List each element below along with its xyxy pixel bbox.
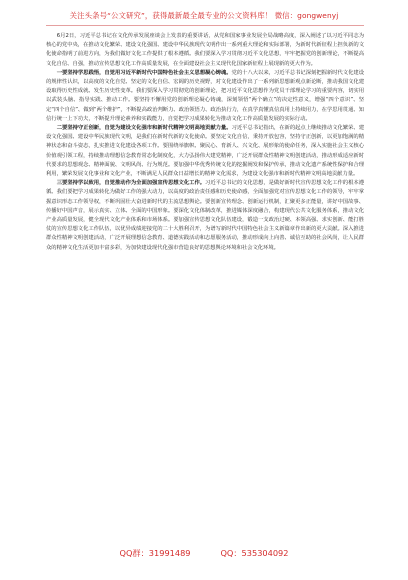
section-1-text: 党的十八大以来，习近平总书记深刻把握新时代文化建设的规律性认识，以高度的文化自觉、坚定的文化自信、宏阔的历史视野，对文化建设作出了一系列新思想新观点新论断，推动我国文化建设取得历史性成就、发生历史性变革。我们要深入学习贯彻党的创新理论，把习近平文化思想作为党员干部理论学习的重要内容，切实用以武装头脑、指导实践、推动工作。要坚持不懈用党的创新理论凝心铸魂，深刻领悟“两个确立”的决定性意义，增强“四个意识”、坚定“四个自信”、做到“两个维护”，不断提高政治判断力、政治领悟力、政治执行力，在真学真懂真信真用上持续用力，在学思用贯通、知信行统一上下功夫，不断提升理论素养和实践能力，自觉把学习成果转化为推动文化工作高质量发展的实际行动。 [46,69,364,122]
contact-footer [0,548,408,559]
document-body [46,32,364,538]
section-2-paragraph [46,124,364,179]
intro-paragraph: 6月2日，习近平总书记在文化传承发展座谈会上发表的重要讲话，从党和国家事业发展全局战略高度，深入阐述了以习近平同志为核心的党中央，在推动文化繁荣、建设文化强国、建设中华民族现代文明作出一系列重大理论和实际部署，为新时代新征程上担负新的文化使命指明了前进方向，为我们做好文化工作提供了根本遵循。我们要深入学习贯彻习近平文化思想，牢牢把握党的创新理论，不断提高文化自信、自强，推动宣传思想文化工作高质量发展，在全面建设社会主义现代化国家新征程上展现新的更大作为。 [46,33,364,67]
section-2-heading: 二要坚持守正创新，自觉为建设文化强市和新时代精神文明高地贡献力量。 [56,125,232,132]
section-3-text: 习近平总书记的文化思想，是做好新时代宣传思想文化工作的根本遵循。我们要把学习成果转化为做好工作的强大动力，以高度的政治责任感和历史使命感，全面加强党对宣传思想文化工作的领导，牢牢掌握意识形态工作领导权，不断巩固壮大奋进新时代的主流思想舆论。要创新宣传理念、创新运行机制，汇聚更多正能量，讲好中国故事、传播好中国声音，展示真实、立体、全面的中国形象。要深化文化体制改革，推进媒体深度融合，构建现代公共文化服务体系，推动文化产业高质量发展，健全现代文化产业体系和市场体系。要加强宣传思想文化队伍建设，锻造一支政治过硬、本领高强、求实创新、能打胜仗的宣传思想文化工作队伍，以优异成绩迎接党的二十大胜利召开，为谱写新时代中国特色社会主义新篇章作出新的更大贡献。深入推进群众性精神文明创建活动，广泛开展理想信念教育、道德实践活动和志愿服务活动，推动形成向上向善、诚信互助的社会风尚，让人民群众的精神文化生活更加丰富多彩，为加快建设现代化强市营造良好的思想舆论环境和社会文化环境。 [46,180,364,251]
section-1-heading: 一要坚持学思践悟，自觉用习近平新时代中国特色社会主义思想凝心铸魂。 [56,69,232,76]
qq-label: QQ：535304092 [220,548,289,558]
qq-group-label: QQ群：31991489 [119,548,191,558]
section-1-paragraph [46,69,364,124]
section-2-text: 习近平总书记指出，在新的起点上继续推动文化繁荣、建设文化强国、建设中华民族现代文明，是我们在新时代新的文化使命。要坚定文化自信，秉持开放包容，坚持守正创新，以更加饱满的精神状态和奋斗姿态，扎实推进文化建设各项工作。要围绕举旗帜、聚民心、育新人、兴文化、展形象的使命任务，深入实施社会主义核心价值观引领工程，持续推动理想信念教育常态化制度化，大力弘扬伟大建党精神，广泛开展群众性精神文明创建活动，推动形成适应新时代要求的思想观念、精神面貌、文明风尚、行为规范。要加强中华优秀传统文化的挖掘阐发和保护传承，推动文化遗产系统性保护和合理利用，繁荣发展文化事业和文化产业，不断满足人民群众日益增长的精神文化需求，为建设文化强市和新时代精神文明高地贡献力量。 [46,125,364,178]
banner-divider [46,25,364,26]
promo-banner: 关注头条号“公文研究”，获得最新最全最专业的公文资料库！ 微信：gongwenyj [69,11,339,20]
section-3-heading: 三要坚持学以致用，自觉推动作为全面加强宣传思想文化工作。 [56,180,206,187]
section-3-paragraph [46,179,364,253]
